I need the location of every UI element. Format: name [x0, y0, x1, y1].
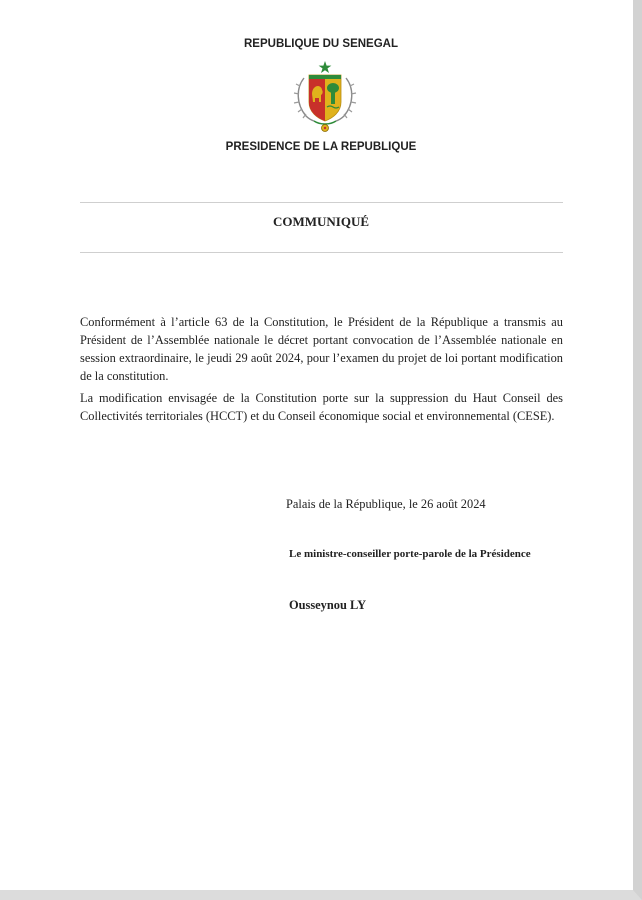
paragraph-1: Conformément à l’article 63 de la Constitution, le Président de la République a transmis au Président de l’Assemblée nationale le décret portant convocation de l’Assemblée nationale en session extraordinaire, le jeudi 29 août 2024, pour l’examen du projet de loi portant modification de la constitution.: [80, 315, 563, 383]
signatory-title: Le ministre-conseiller porte-parole de la Présidence: [289, 548, 531, 560]
institution-heading: PRESIDENCE DE LA REPUBLIQUE: [225, 141, 417, 153]
paragraph-2: La modification envisagée de la Constitution porte sur la suppression du Haut Conseil des Collectivités territoriales (HCCT) et du Conseil économique social et environnemental (CESE).: [80, 391, 563, 423]
coat-of-arms-emblem: [290, 58, 360, 134]
place-date: Palais de la République, le 26 août 2024: [286, 497, 486, 511]
baobab-icon: [331, 92, 335, 104]
document-title: COMMUNIQUÉ: [272, 214, 370, 229]
divider-top: [80, 202, 563, 203]
divider-bottom: [80, 252, 563, 253]
signatory-name: Ousseynou LY: [289, 598, 367, 612]
country-heading: REPUBLIQUE DU SENEGAL: [244, 38, 398, 50]
star-icon: [319, 61, 332, 73]
